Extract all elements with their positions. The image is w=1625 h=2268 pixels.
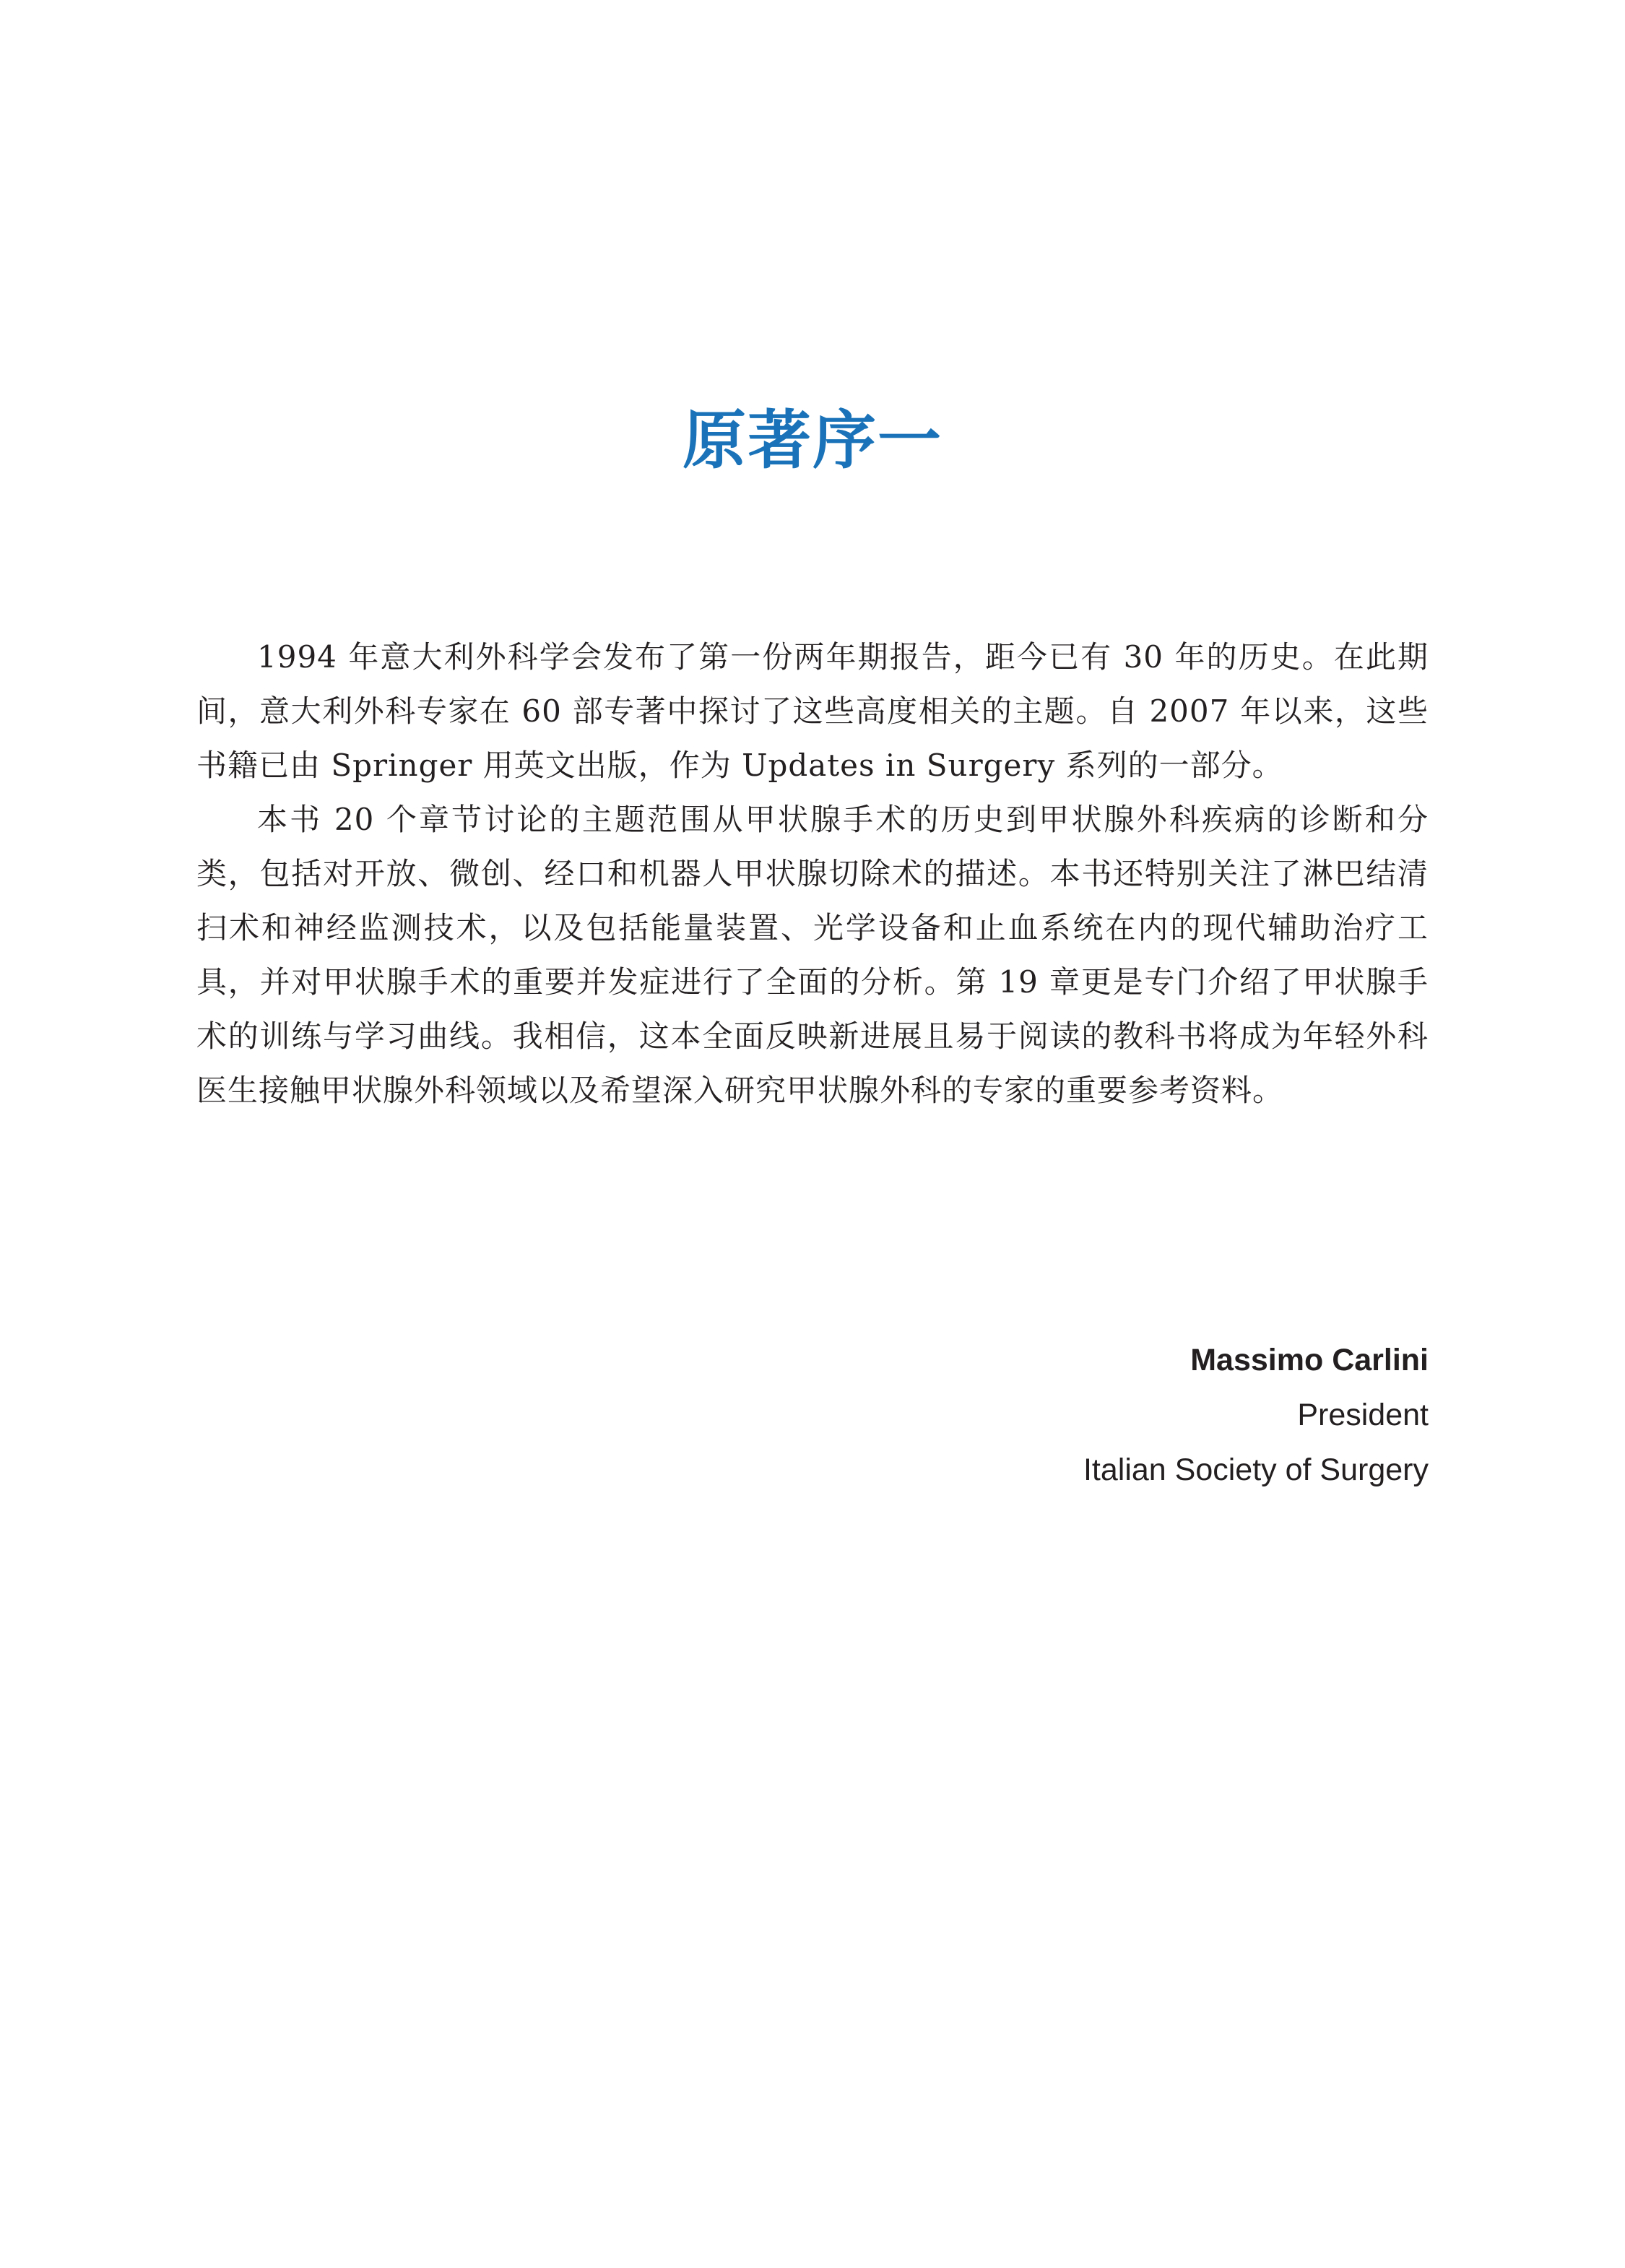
preface-body — [196, 630, 1429, 1117]
signature-organization: Italian Society of Surgery — [1083, 1453, 1429, 1487]
signature-block — [1083, 1333, 1429, 1497]
paragraph-2: 本书 20 个章节讨论的主题范围从甲状腺手术的历史到甲状腺外科疾病的诊断和分类，包括对开放、微创、经口和机器人甲状腺切除术的描述。本书还特别关注了淋巴结清扫术和神经监测技术，以及包括能量装置、光学设备和止血系统在内的现代辅助治疗工具，并对甲状腺手术的重要并发症进行了全面的分析。第 19 章更是专门介绍了甲状腺手术的训练与学习曲线。我相信，这本全面反映新进展且易于阅读的教科书将成为年轻外科医生接触甲状腺外科领域以及希望深入研究甲状腺外科的专家的重要参考资料。 — [196, 802, 1429, 1108]
signature-role: President — [1297, 1398, 1429, 1432]
signature-name: Massimo Carlini — [1190, 1343, 1429, 1377]
paragraph-1: 1994 年意大利外科学会发布了第一份两年期报告，距今已有 30 年的历史。在此期间，意大利外科专家在 60 部专著中探讨了这些高度相关的主题。自 2007 年以来，这些书籍已由 Springer 用英文出版，作为 Updates in Surgery 系列的一部分。 — [196, 639, 1429, 783]
page-title: 原著序一 — [682, 402, 942, 477]
